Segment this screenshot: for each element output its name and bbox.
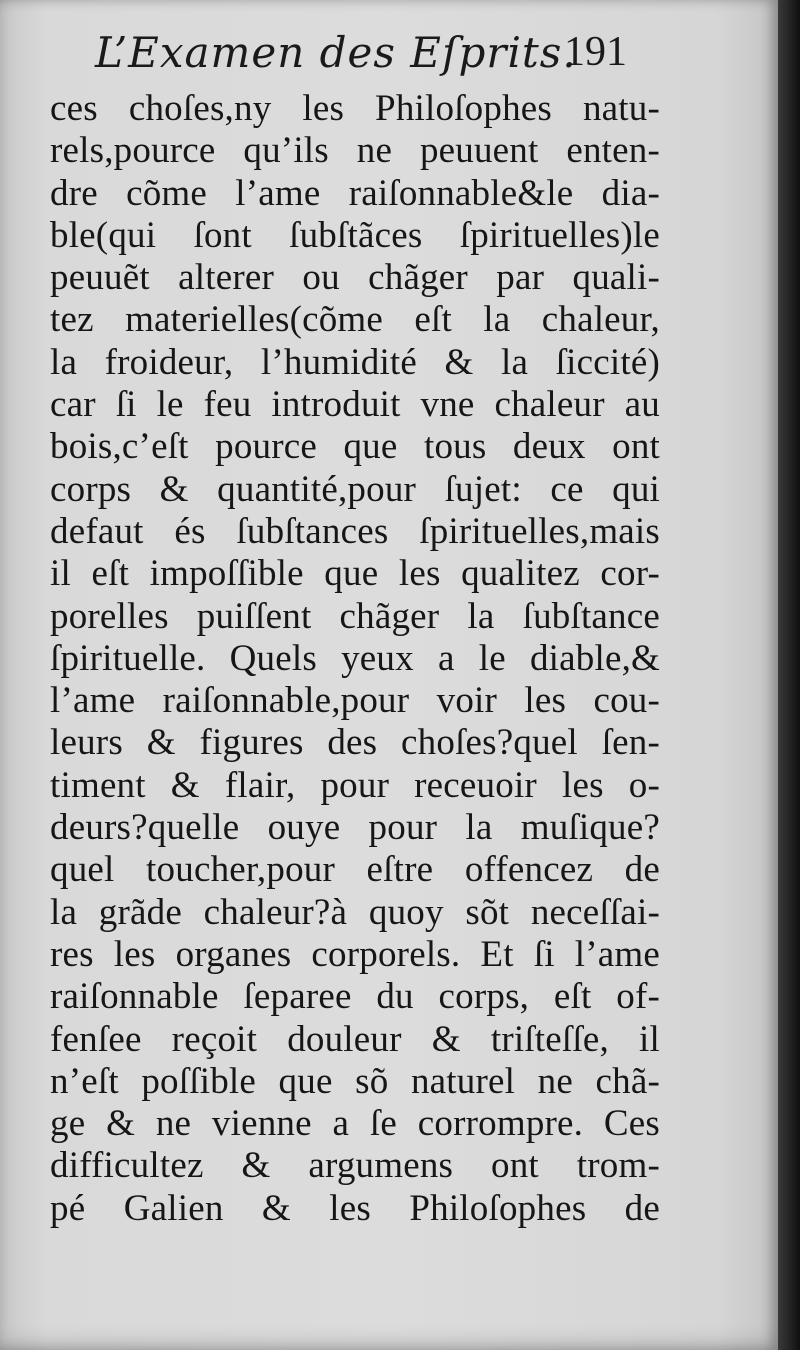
text-line: raiſonnable ſeparee du corps, eſt of- — [50, 976, 660, 1018]
text-line: ge & ne vienne a ſe corrompre. Ces — [50, 1103, 660, 1145]
running-header — [95, 28, 655, 88]
text-line: rels,pource qu’ils ne peuuent enten- — [50, 130, 660, 172]
text-line: porelles puiſſent chãger la ſubſtance — [50, 595, 660, 637]
text-line: quel toucher,pour eſtre offencez de — [50, 849, 660, 891]
text-line: l’ame raiſonnable,pour voir les cou- — [50, 680, 660, 722]
text-line: leurs & figures des choſes?quel ſen- — [50, 722, 660, 764]
body-text — [50, 88, 660, 1230]
text-line: difficultez & argumens ont trom- — [50, 1145, 660, 1187]
text-line: dre cõme l’ame raiſonnable&le dia- — [50, 172, 660, 214]
running-title: L’Examen des Eſprits. — [95, 28, 577, 77]
text-line: ble(qui ſont ſubſtãces ſpirituelles)le — [50, 214, 660, 256]
text-line: ces choſes,ny les Philoſophes natu- — [50, 88, 660, 129]
text-line: corps & quantité,pour ſujet: ce qui — [50, 468, 660, 510]
text-line: il eſt impoſſible que les qualitez cor- — [50, 553, 660, 595]
text-line: ſpirituelle. Quels yeux a le diable,& — [50, 637, 660, 679]
text-line: res les organes corporels. Et ſi l’ame — [50, 933, 660, 975]
text-line: pé Galien & les Philoſophes de — [50, 1187, 660, 1229]
text-line: defaut és ſubſtances ſpirituelles,mais — [50, 510, 660, 552]
text-line: la froideur, l’humidité & la ſiccité) — [50, 341, 660, 383]
text-line: tez materielles(cõme eſt la chaleur, — [50, 299, 660, 341]
text-line: fenſee reçoit douleur & triſteſſe, il — [50, 1018, 660, 1060]
page-number: 191 — [564, 29, 627, 75]
text-line: peuuẽt alterer ou chãger par quali- — [50, 257, 660, 299]
text-line: la grãde chaleur?à quoy sõt neceſſai- — [50, 891, 660, 933]
page-edge-shadow — [778, 0, 800, 1350]
text-line: timent & flair, pour receuoir les o- — [50, 764, 660, 806]
text-line: deurs?quelle ouye pour la muſique? — [50, 807, 660, 849]
text-line: n’eſt poſſible que sõ naturel ne chã- — [50, 1060, 660, 1102]
text-line: car ſi le feu introduit vne chaleur au — [50, 384, 660, 426]
text-line: bois,c’eſt pource que tous deux ont — [50, 426, 660, 468]
